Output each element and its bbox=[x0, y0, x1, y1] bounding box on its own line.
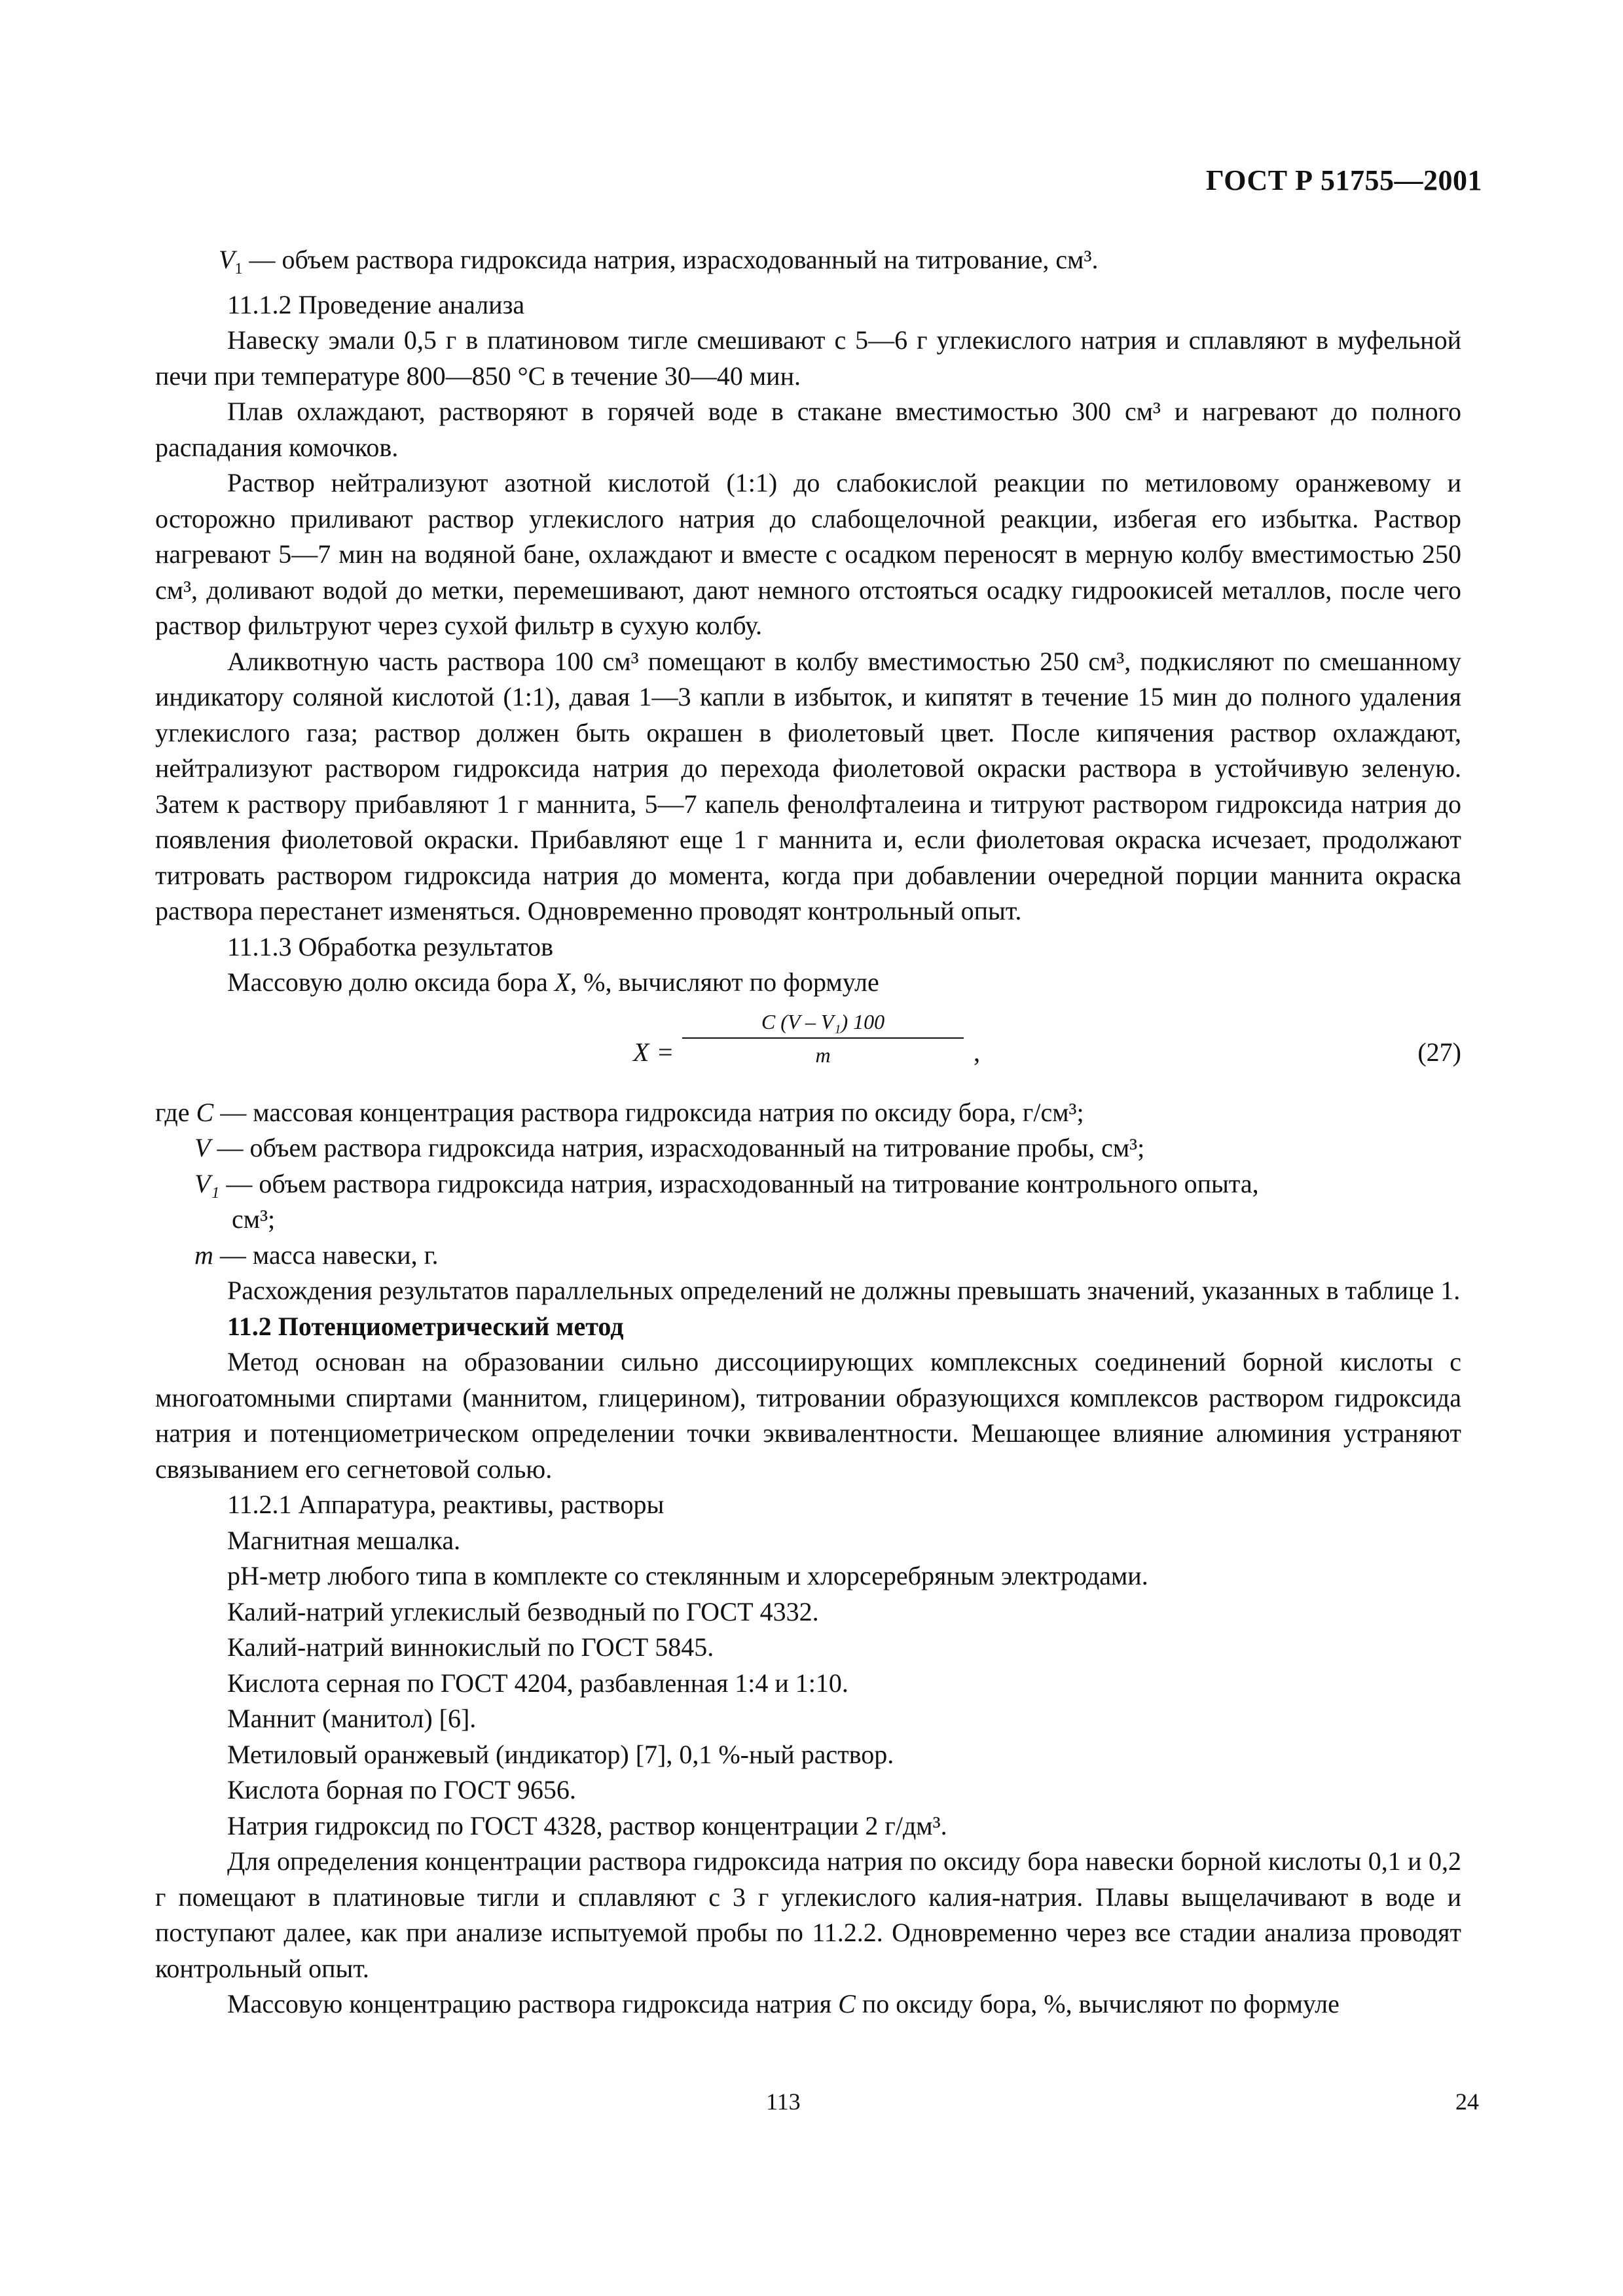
list-item: Калий-натрий виннокислый по ГОСТ 5845. bbox=[227, 1632, 714, 1662]
paragraph: Метод основан на образовании сильно диссоциирующих комплексных соединений борной кислоты с многоатомными спиртами (маннитом, глицерином), титровании образующихся комплексов раствором гидроксида натрия и потенциометрическом определении точки эквивалентности. Мешающее влияние алюминия устраняют связыванием его сегнетовой солью. bbox=[155, 1347, 1461, 1484]
text-run: Массовую долю оксида бора bbox=[227, 967, 555, 997]
list-item: Метиловый оранжевый (индикатор) [7], 0,1 %-ный раствор. bbox=[227, 1739, 894, 1769]
var-desc: — объем раствора гидроксида натрия, израсходованный на титрование контрольного опыта, bbox=[219, 1168, 1259, 1198]
formula-lhs: X bbox=[633, 1037, 649, 1067]
list-item: Кислота борная по ГОСТ 9656. bbox=[227, 1775, 576, 1804]
section-heading-11-2-1: 11.2.1 Аппаратура, реактивы, растворы bbox=[227, 1490, 665, 1519]
document-body bbox=[155, 242, 1461, 2022]
page-number-right: 24 bbox=[1455, 2089, 1479, 2115]
page-number-center: 113 bbox=[766, 2089, 801, 2115]
list-item: Магнитная мешалка. bbox=[227, 1525, 461, 1555]
document-code-header: ГОСТ Р 51755—2001 bbox=[1205, 164, 1482, 196]
symbol-c: C bbox=[838, 1989, 856, 2018]
list-item: Маннит (манитол) [6]. bbox=[227, 1704, 477, 1733]
variable-text bbox=[155, 1095, 1461, 1131]
formula-equals: = bbox=[658, 1037, 673, 1067]
formula-numerator: C (V – V₁) 100 bbox=[682, 1009, 964, 1039]
variable-row bbox=[155, 1130, 1461, 1166]
var-symbol: V bbox=[194, 1133, 211, 1162]
var-desc: см³; bbox=[232, 1204, 276, 1234]
symbol-x: X bbox=[554, 967, 571, 997]
formula-number: (27) bbox=[1417, 1037, 1461, 1067]
variable-row-cont bbox=[155, 1202, 1461, 1238]
text-run: Массовую концентрацию раствора гидроксида натрия bbox=[227, 1989, 839, 2018]
var-desc: — масса навески, г. bbox=[213, 1240, 439, 1270]
paragraph: Плав охлаждают, растворяют в горячей воде в стакане вместимостью 300 см³ и нагревают до полного распадания комочков. bbox=[155, 397, 1461, 462]
list-item: Калий-натрий углекислый безводный по ГОСТ 4332. bbox=[227, 1596, 819, 1626]
definition-v1 bbox=[155, 242, 1461, 287]
formula-intro bbox=[155, 965, 1461, 1001]
variable-row bbox=[155, 1166, 1461, 1202]
var-desc: — массовая концентрация раствора гидроксида натрия по оксиду бора, г/см³; bbox=[213, 1097, 1084, 1127]
formula-comma: , bbox=[974, 1037, 980, 1067]
formula-fraction bbox=[682, 1009, 964, 1071]
list-item: pH-метр любого типа в комплекте со стеклянным и хлорсеребряным электродами. bbox=[227, 1561, 1148, 1590]
variable-text bbox=[194, 1130, 1461, 1166]
symbol-v: V bbox=[219, 245, 235, 274]
var-desc: — объем раствора гидроксида натрия, израсходованный на титрование пробы, см³; bbox=[210, 1133, 1145, 1162]
paragraph: Расхождения результатов параллельных определений не должны превышать значений, указанных в таблице 1. bbox=[227, 1276, 1461, 1305]
paragraph: Раствор нейтрализуют азотной кислотой (1:1) до слабокислой реакции по метиловому оранжевому и осторожно приливают раствор углекислого натрия до слабощелочной реакции, избегая его избытка. Раствор нагревают 5—7 мин на водяной бане, охлаждают и вместе с осадком переносят в мерную колбу вместимостью 250 см³, доливают водой до метки, перемешивают, дают немного отстояться осадку гидроокисей металлов, после чего раствор фильтруют через сухой фильтр в сухую колбу. bbox=[155, 468, 1461, 640]
section-heading-11-1-3: 11.1.3 Обработка результатов bbox=[227, 931, 554, 961]
symbol-sub: 1 bbox=[234, 260, 243, 278]
paragraph: Для определения концентрации раствора гидроксида натрия по оксиду бора навески борной кислоты 0,1 и 0,2 г помещают в платиновые тигли и сплавляют с 3 г углекислого калия-натрия. Плавы выщелачивают в воде и поступают далее, как при анализе испытуемой пробы по 11.2.2. Одновременно через все стадии анализа проводят контрольный опыт. bbox=[155, 1846, 1461, 1983]
list-item: Натрия гидроксид по ГОСТ 4328, раствор концентрации 2 г/дм³. bbox=[227, 1810, 947, 1840]
section-heading-11-1-2: 11.1.2 Проведение анализа bbox=[227, 289, 525, 319]
section-heading-11-2: 11.2 Потенциометрический метод bbox=[227, 1311, 624, 1341]
list-item: Кислота серная по ГОСТ 4204, разбавленная 1:4 и 1:10. bbox=[227, 1668, 848, 1698]
variable-row bbox=[155, 1238, 1461, 1274]
formula-denominator: m bbox=[815, 1043, 831, 1067]
var-lead: где bbox=[155, 1097, 196, 1127]
formula-intro bbox=[155, 1986, 1461, 2022]
definition-text: — объем раствора гидроксида натрия, израсходованный на титрование, см³. bbox=[242, 245, 1099, 274]
paragraph: Навеску эмали 0,5 г в платиновом тигле смешивают с 5—6 г углекислого натрия и сплавляют в муфельной печи при температуре 800—850 °С в течение 30—40 мин. bbox=[155, 325, 1461, 391]
paragraph: Аликвотную часть раствора 100 см³ помещают в колбу вместимостью 250 см³, подкисляют по смешанному индикатору соляной кислотой (1:1), давая 1—3 капли в избыток, и кипятят в течение 15 мин до полного удаления углекислого газа; раствор должен быть окрашен в фиолетовый цвет. После кипячения раствор охлаждают, нейтрализуют раствором гидроксида натрия до перехода фиолетовой окраски раствора в устойчивую зеленую. Затем к раствору прибавляют 1 г маннита, 5—7 капель фенолфталеина и титруют раствором гидроксида натрия до появления фиолетовой окраски. Прибавляют еще 1 г маннита и, если фиолетовая окраска исчезает, продолжают титровать раствором гидроксида натрия до момента, когда при добавлении очередной порции маннита окраска раствора перестанет изменяться. Одновременно проводят контрольный опыт. bbox=[155, 646, 1461, 925]
text-run: , %, вычисляют по формуле bbox=[570, 967, 879, 997]
var-symbol: V₁ bbox=[194, 1168, 220, 1198]
var-symbol: m bbox=[194, 1240, 213, 1270]
text-run: по оксиду бора, %, вычисляют по формуле bbox=[855, 1989, 1340, 2018]
formula-27 bbox=[155, 1009, 1461, 1091]
variable-definitions bbox=[155, 1095, 1461, 1274]
var-symbol: C bbox=[196, 1097, 214, 1127]
variable-text bbox=[194, 1238, 1461, 1274]
variable-text bbox=[194, 1166, 1461, 1202]
variable-row bbox=[155, 1095, 1461, 1131]
